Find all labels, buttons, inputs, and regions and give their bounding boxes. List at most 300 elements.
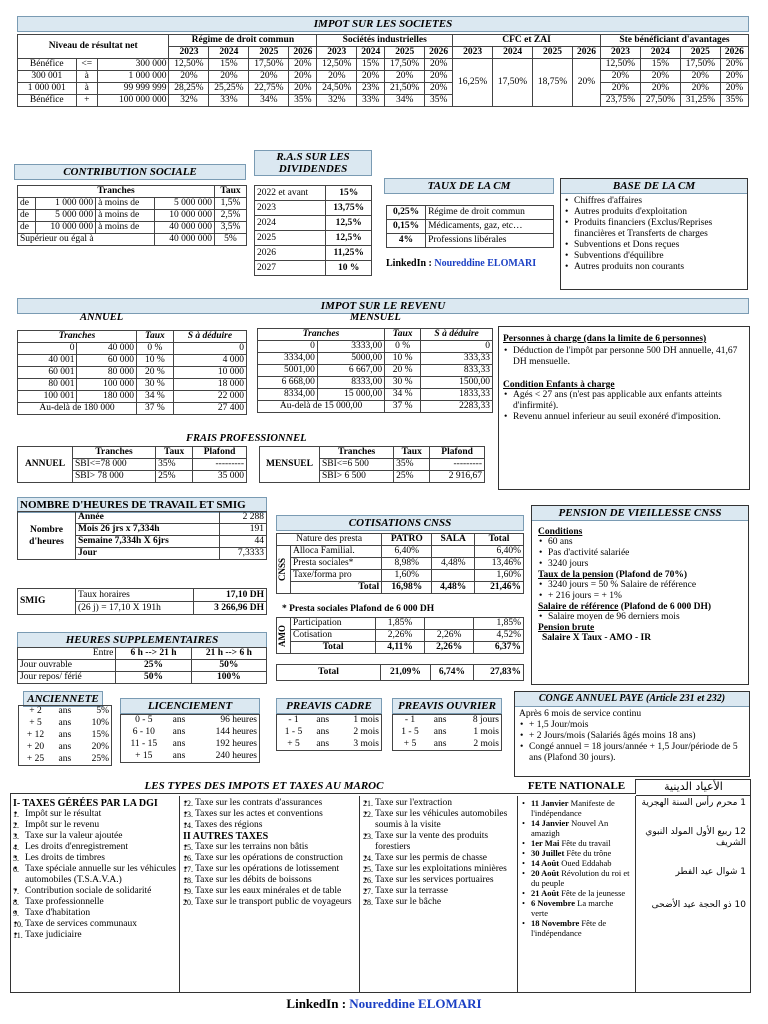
item-number: • 19. (183, 887, 193, 896)
table-row (387, 234, 554, 248)
tax-label: Impôt sur le résultat (25, 809, 102, 819)
cell: 17,50% (249, 59, 289, 71)
ir-header: Taux (136, 331, 173, 343)
table-row (255, 201, 372, 216)
ce-item: • Agés < 27 ans (n'est pas applicable aux enfants atteints d'infirmité). (503, 390, 745, 412)
cell: 35% (289, 95, 317, 107)
cnss-grand-table (276, 664, 524, 681)
cell: 191 (220, 524, 267, 536)
holiday-name: Fête du travail (561, 838, 611, 848)
holiday-item (521, 858, 632, 868)
holiday-name: Fête de l'indépendance (531, 918, 607, 938)
cell: Jour (76, 548, 220, 560)
item-number: • 9. (13, 909, 19, 918)
cell: Taxe/forma pro (291, 570, 382, 582)
cell: ans (172, 727, 186, 737)
cell: 50% (191, 660, 266, 672)
tax-label: Taxe sur les eaux minérales et de table (195, 886, 342, 896)
hs-header: Entre (18, 648, 116, 660)
tax-label: Taxe spéciale annuelle sur les véhicules automobiles (T.S.A.V.A.) (25, 864, 177, 885)
ir-header: S à déduire (173, 331, 246, 343)
holiday-item (521, 818, 632, 838)
ir-header: Tranches (258, 329, 385, 341)
holiday-date: 1er Mai (531, 838, 560, 848)
cell: 25,25% (209, 83, 249, 95)
cell: Année (76, 512, 220, 524)
cell: 7,3333 (220, 548, 267, 560)
ir-men-table (257, 328, 493, 413)
is-table-wrap (17, 34, 749, 107)
ir-header: Tranches (18, 331, 137, 343)
amo-wrap (276, 617, 524, 654)
tax-label: Taxe sur les débits de boissons (195, 875, 312, 885)
cell: 21,46% (474, 582, 523, 594)
cell: 16,25% (453, 59, 493, 107)
footer-linkedin[interactable]: LinkedIn : Noureddine ELOMARI (286, 996, 482, 1011)
ir-mensuel-label: MENSUEL (350, 312, 401, 323)
cell: Jour repos/ férié (18, 672, 116, 684)
fp-ann-label: ANNUEL (18, 447, 73, 483)
cell: 10 000 000 (35, 222, 95, 234)
cell: 10 000 000 (154, 210, 214, 222)
bcm-item: • Autres produits d'exploitation (564, 207, 744, 218)
tax-item (13, 842, 176, 853)
cell: 10 % (385, 353, 421, 365)
types-col2 (180, 796, 360, 993)
tax-item (363, 853, 514, 864)
smig-table (17, 588, 267, 615)
cell: 100% (191, 672, 266, 684)
ir-ann-wrap (17, 330, 247, 415)
cell: 1,5% (214, 198, 246, 210)
cell: à moins de (96, 222, 154, 234)
tax-label: Taxe sur la valeur ajoutée (25, 831, 123, 841)
types-col1-head: I- TAXES GÉRÉES PAR LA DGI (13, 798, 158, 809)
cell: 1833,33 (421, 389, 493, 401)
cell: + 5 (403, 738, 417, 749)
ca-box (514, 691, 750, 777)
item-number: • 16. (183, 854, 193, 863)
tax-label: Taxe judiciaire (25, 930, 82, 940)
cell: de (18, 198, 36, 210)
holiday-name: La marche verte (531, 898, 614, 918)
cell: Mois 26 jrs x 7,334h (76, 524, 220, 536)
cell: 1,60% (474, 570, 523, 582)
table-row (258, 353, 493, 365)
cell: 4,11% (376, 642, 425, 654)
table-row (277, 715, 382, 727)
cs-header: Tranches (18, 186, 215, 198)
cell: 99 999 999 (97, 83, 169, 95)
table-row (255, 186, 372, 201)
cell: 17,50% (385, 59, 425, 71)
cell: 21,09% (381, 665, 431, 681)
cell: 6 668,00 (258, 377, 318, 389)
fr-col (640, 798, 746, 911)
cell: ans (433, 727, 447, 737)
cell: 15% (326, 186, 372, 201)
cell: + 5 (287, 738, 300, 749)
is-year: 2024 (357, 47, 385, 59)
cell: 1,85% (474, 618, 524, 630)
pv-sr-title: Salaire de référence (538, 602, 619, 612)
cell: 20% (600, 83, 640, 95)
pv-cond-title: Conditions (538, 527, 583, 537)
cell: 1 000 000 (97, 71, 169, 83)
item-number: • 26. (363, 876, 373, 885)
table-row (255, 216, 372, 231)
cell: 8 jours (472, 715, 499, 726)
hs-wrap (17, 647, 267, 684)
cell: 20% (720, 71, 748, 83)
cell: 11,25% (326, 246, 372, 261)
cell: 2,26% (376, 630, 425, 642)
cell: SBI> 6 500 (320, 471, 394, 483)
item-number: • 6. (13, 865, 19, 874)
cell: + 20 (26, 742, 45, 752)
pv-item: • + 216 jours = + 1% (538, 591, 742, 602)
cell: ans (316, 715, 330, 726)
anc-table (18, 705, 112, 766)
cell: 50% (116, 672, 191, 684)
cs-table-wrap (17, 185, 247, 246)
cell: 25% (156, 471, 193, 483)
is-regime-header: Ste bénéficiant d'avantages (600, 35, 748, 47)
cell: - 1 (404, 715, 416, 726)
pc-wrap (276, 714, 382, 751)
table-row (18, 234, 247, 246)
table-row (19, 742, 112, 754)
cnss-wrap (276, 533, 524, 594)
cell: 22,75% (249, 83, 289, 95)
cell: 15% (91, 730, 109, 740)
cell: 23% (357, 83, 385, 95)
tax-label: Taxe sur les permis de chasse (375, 853, 487, 863)
cell: + 12 (26, 730, 45, 740)
cell: 2283,33 (421, 401, 493, 413)
tax-item (13, 897, 176, 908)
pv-tp-title: Taux de la pension (538, 570, 614, 580)
religious-holiday: 10 ذو الحجة عيد الأضحى (651, 900, 746, 910)
table-row (258, 341, 493, 353)
item-number: • 28. (363, 898, 373, 907)
cnss-table (276, 533, 524, 594)
tax-item (13, 886, 176, 897)
holiday-item (521, 888, 632, 898)
table-row (258, 377, 493, 389)
cell: 30 % (385, 377, 421, 389)
cell: 96 heures (220, 715, 257, 726)
table-row (18, 71, 749, 83)
ir-ann-table (17, 330, 247, 415)
holiday-name: Fête de la jeunesse (561, 888, 626, 898)
cell: Total (277, 665, 381, 681)
holiday-item (521, 918, 632, 938)
cell: 34 % (136, 391, 173, 403)
cell: 10 000 (173, 367, 246, 379)
tax-item (13, 864, 176, 886)
holiday-name: Nouvel An amazigh (531, 818, 609, 838)
holiday-item (521, 868, 632, 888)
cell: 6,74% (430, 665, 473, 681)
bcm-item: • Subventions et Dons reçues (564, 240, 744, 251)
tax-label: Taxe sur les contrats d'assurances (195, 798, 323, 808)
cell: 12,5% (326, 231, 372, 246)
cell: (26 j) = 17,10 X 191h (76, 602, 194, 615)
tax-item (183, 798, 356, 809)
tax-label: Taxe sur les véhicules automobiles soumis à la visite (375, 809, 508, 830)
tax-item (363, 798, 514, 809)
cell: de (18, 222, 36, 234)
cell: 40 000 000 (154, 222, 214, 234)
tax-label: Taxe sur les terrains non bâtis (195, 842, 309, 852)
tax-label: Impôt sur le revenu (25, 820, 100, 830)
table-row (258, 365, 493, 377)
pac-item: • Déduction de l'impôt par personne 500 DH annuelle, 41,67 DH mensuelle. (503, 346, 745, 368)
tax-label: Taxe sur les exploitations minières (375, 864, 507, 874)
item-number: • 25. (363, 865, 373, 874)
ca-line: • + 1,5 Jour/mois (519, 720, 745, 731)
fp-header: Taux (156, 447, 193, 459)
table-row (121, 727, 260, 739)
item-number: • 12. (183, 799, 193, 808)
item-number: • 11. (13, 931, 23, 940)
is-regime-header: Régime de droit commun (169, 35, 317, 47)
bcm-item: • Chiffres d'affaires (564, 196, 744, 207)
ir-header: S à déduire (421, 329, 493, 341)
cell: 6,40% (382, 546, 432, 558)
tax-label: Taxe sur les opérations de construction (195, 853, 343, 863)
cell: 80 000 (77, 367, 137, 379)
cell: 100 001 (18, 391, 77, 403)
cell: + 25 (26, 753, 45, 764)
table-row (18, 355, 247, 367)
item-number: • 18. (183, 876, 193, 885)
cell: 44 (220, 536, 267, 548)
cell: 12,50% (600, 59, 640, 71)
cell: Participation (291, 618, 376, 630)
cell: 2,26% (424, 630, 474, 642)
cell: 2024 (255, 216, 326, 231)
fp-ann-wrap (17, 446, 247, 483)
cell: 12,50% (317, 59, 357, 71)
cell: 333,33 (421, 353, 493, 365)
nh-table (17, 511, 267, 560)
fp-men-table (259, 446, 485, 483)
cell: 1 000 001 (18, 83, 77, 95)
cell: 23,75% (600, 95, 640, 107)
tax-item (13, 831, 176, 842)
pac-box (498, 326, 750, 490)
tax-item (363, 886, 514, 897)
cell: 1500,00 (421, 377, 493, 389)
item-number: • 13. (183, 810, 193, 819)
table-row (18, 222, 247, 234)
table-row (19, 730, 112, 742)
cell: Régime de droit commun (426, 206, 554, 220)
fp-ann-table (17, 446, 247, 483)
holiday-date: 30 Juillet (531, 848, 565, 858)
cell: + 2 (29, 706, 42, 717)
fp-header: Tranches (73, 447, 156, 459)
cs-header: Taux (214, 186, 246, 198)
cell: Professions libérales (426, 234, 554, 248)
holiday-name: Fête du trône (566, 848, 612, 858)
cell: 11 - 15 (130, 739, 158, 749)
table-row (18, 343, 247, 355)
cell: 20% (209, 71, 249, 83)
tax-label: Les droits de timbres (25, 853, 105, 863)
cell: 18 000 (173, 379, 246, 391)
holiday-date: 18 Novembre (531, 918, 580, 928)
cell: 2 mois (473, 738, 499, 749)
tax-label: Taxe sur la terrasse (375, 886, 448, 896)
cm-linkedin[interactable]: LinkedIn : Noureddine ELOMARI (386, 258, 537, 269)
cell: à moins de (96, 198, 154, 210)
bcm-title: BASE DE LA CM (561, 179, 747, 194)
cell: --------- (430, 459, 485, 471)
smig-wrap (17, 588, 267, 615)
cell: 3333,00 (317, 341, 384, 353)
cell: 5000,00 (317, 353, 384, 365)
tax-item (183, 864, 356, 875)
cell: SBI> 78 000 (73, 471, 156, 483)
cell: 20% (357, 71, 385, 83)
cell: 34% (249, 95, 289, 107)
cell: 4,48% (432, 558, 475, 570)
tax-item (13, 919, 176, 930)
ca-title: CONGE ANNUEL PAYE (Article 231 et 232) (515, 692, 749, 707)
cell (432, 570, 475, 582)
ca-line: Après 6 mois de service continu (519, 709, 642, 719)
anc-wrap (18, 705, 112, 766)
is-year: 2025 (680, 47, 720, 59)
cell: 20% (91, 742, 109, 752)
tax-label: Taxe sur l'extraction (375, 798, 453, 808)
cell: de (18, 210, 36, 222)
cell: <= (76, 59, 97, 71)
cell: 6 - 10 (132, 727, 155, 737)
table-row (255, 261, 372, 276)
pv-title: PENSION DE VIEILLESSE CNSS (532, 506, 748, 521)
po-wrap (392, 714, 502, 751)
cell: 25% (116, 660, 191, 672)
cell (424, 618, 474, 630)
cell: 20 % (385, 365, 421, 377)
cell: 1 mois (473, 727, 499, 737)
cell: 12,5% (326, 216, 372, 231)
table-row (255, 246, 372, 261)
cell: 22 000 (173, 391, 246, 403)
pv-pb-text: Salaire X Taux - AMO - IR (542, 633, 652, 643)
cell: 20% (720, 83, 748, 95)
cell: 5% (214, 234, 246, 246)
tax-item (363, 864, 514, 875)
holiday-item (521, 848, 632, 858)
cell: ans (433, 738, 447, 749)
table-row (255, 231, 372, 246)
tax-label: Taxe sur le bâche (375, 897, 442, 907)
cell: Total (291, 642, 376, 654)
tax-item (183, 820, 356, 831)
tax-item (183, 886, 356, 897)
cell: 10 % (326, 261, 372, 276)
cell: 8,98% (382, 558, 432, 570)
holiday-date: 14 Août (531, 858, 560, 868)
holiday-date: 11 Janvier (531, 798, 569, 808)
tax-item (183, 853, 356, 864)
cell: Supérieur ou égal à (18, 234, 155, 246)
item-number: • 15. (183, 843, 193, 852)
cell: ans (433, 715, 447, 726)
cell: 5 000 000 (35, 210, 95, 222)
cell: 3,5% (214, 222, 246, 234)
tax-label: Les droits d'enregistrement (25, 842, 129, 852)
table-row (393, 715, 502, 727)
cell: 60 000 (77, 355, 137, 367)
cell: 6,40% (474, 546, 523, 558)
cell: 0,15% (387, 220, 426, 234)
ir-title: IMPOT SUR LE REVENU (17, 298, 749, 314)
cell: 17,50% (493, 59, 533, 107)
cell: 20% (573, 59, 601, 107)
cell: 4,48% (432, 582, 475, 594)
holiday-name: Oued Eddahab (561, 858, 612, 868)
cell: 27,83% (474, 665, 524, 681)
cell: Taux horaires (76, 589, 194, 602)
ir-men-wrap (257, 328, 493, 413)
fp-header: Plafond (193, 447, 247, 459)
cell: 1 mois (353, 715, 379, 726)
tax-item (363, 831, 514, 853)
cell: 2027 (255, 261, 326, 276)
types-col1 (10, 796, 180, 993)
table-row (121, 715, 260, 727)
cnss-header: Nature des presta (277, 534, 382, 546)
table-row (18, 210, 247, 222)
table-row (18, 59, 749, 71)
cell: 2023 (255, 201, 326, 216)
cell: + 5 (29, 718, 42, 728)
cell: ans (172, 750, 186, 761)
pv-item: • 60 ans (538, 537, 742, 548)
is-year: 2026 (720, 47, 748, 59)
amo-group-label: AMO (277, 618, 291, 654)
item-number: • 7. (13, 887, 19, 896)
cell: 4,52% (474, 630, 524, 642)
cell: 1,60% (382, 570, 432, 582)
cell: 100 000 (77, 379, 137, 391)
is-year: 2023 (317, 47, 357, 59)
cell: 15% (209, 59, 249, 71)
cell: 32% (169, 95, 209, 107)
smig-label: SMIG (18, 589, 76, 615)
tax-label: Taxes sur les actes et conventions (195, 809, 323, 819)
bcm-list (561, 194, 747, 275)
pc-table (276, 714, 382, 751)
cell: 2022 et avant (255, 186, 326, 201)
tax-item (363, 809, 514, 831)
pv-tp-note: (Plafond de 70%) (615, 570, 688, 580)
cell: 16,98% (382, 582, 432, 594)
pv-item: • 3240 jours (538, 559, 742, 570)
cell: 10 % (136, 355, 173, 367)
nh-label: Nombre d'heures (18, 512, 76, 560)
table-row (121, 739, 260, 751)
item-number: • 14. (183, 821, 193, 830)
cell: + 15 (135, 750, 153, 761)
item-number: • 5. (13, 854, 19, 863)
